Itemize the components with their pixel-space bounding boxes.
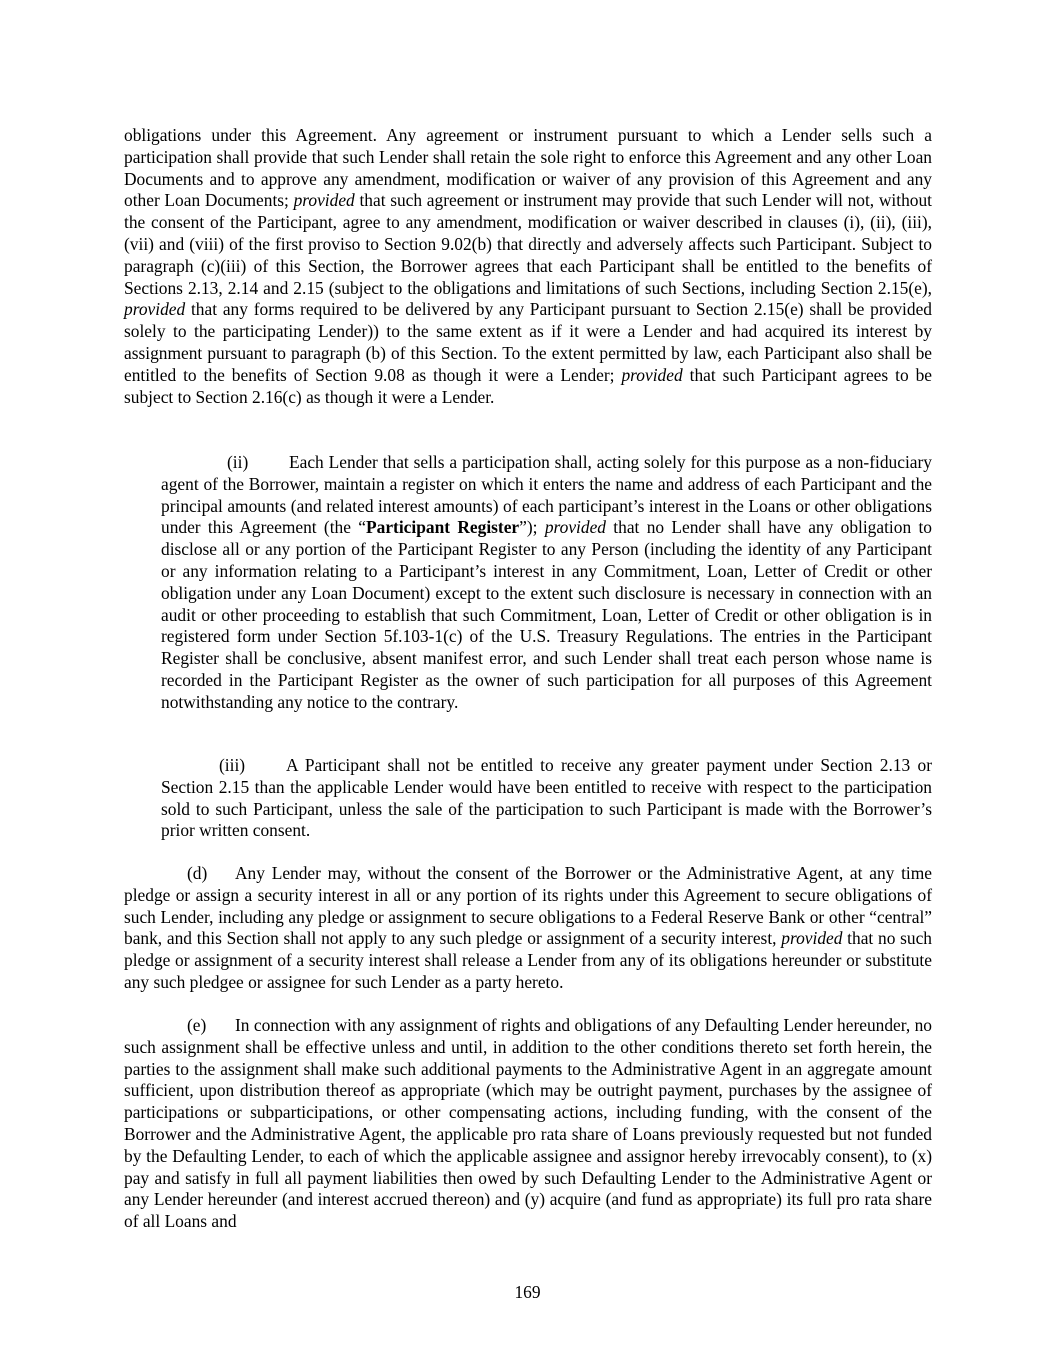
paragraph-text: Each Lender that sells a participation shall, acting solely for this purpose as a non-fiduciary agent of the Borrower, maintain a register on which it enters the name and address of each Participant and the principal amounts (and related interest amounts) of each participant’s interest in the Loans or other obligations under this Agreement (the “	[161, 452, 932, 538]
paragraph-text: obligations under this Agreement. Any agreement or instrument pursuant to which a Lender sells such a participation shall provide that such Lender shall retain the sole right to enforce this Agreement and any other Loan Documents and to approve any amendment, modification or waiver of any provision of this Agreement and any other Loan Documents;	[124, 125, 932, 211]
paragraph-text: that any forms required to be delivered by any Participant pursuant to Section 2.15(e) shall be provided solely to the participating Lender)) to the same extent as if it were a Lender and had acquired its interest by assignment pursuant to paragraph (b) of this Section. To the extent permitted by law, each Participant also shall be entitled to the benefits of Section 9.08 as though it were a Lender;	[124, 299, 932, 385]
page-number: 169	[514, 1282, 541, 1302]
paragraph-text: ”);	[519, 517, 545, 538]
paragraph-text: that no such pledge or assignment of a security interest shall release a Lender from any of its obligations hereunder or substitute any such pledgee or assignee for such Lender as a party hereto.	[124, 928, 933, 992]
paragraph-greater-payment	[161, 755, 932, 842]
clause-number: (iii)	[219, 755, 246, 775]
clause-number: (e)	[187, 1015, 207, 1035]
italic-provided: provided	[781, 928, 843, 949]
paragraph-text: that no Lender shall have any obligation to disclose all or any portion of the Participant Register to any Person (including the identity of any Participant or any information relating to a Participant’s interest in any Commitment, Loan, Letter of Credit or other obligation under any Loan Document) except to the extent such disclosure is necessary in connection with an audit or other proceeding to establish that such Commitment, Loan, Letter of Credit or other obligation is in registered form under Section 5f.103-1(c) of the U.S. Treasury Regulations. The entries in the Participant Register shall be conclusive, absent manifest error, and such Lender shall treat each person whose name is recorded in the Participant Register as the owner of such participation for all purposes of this Agreement notwithstanding any notice to the contrary.	[161, 517, 932, 712]
italic-provided: provided	[124, 299, 186, 320]
italic-provided: provided	[293, 190, 355, 211]
italic-provided: provided	[544, 517, 606, 538]
clause-number: (d)	[187, 863, 208, 883]
paragraph-text: that such agreement or instrument may provide that such Lender will not, without the consent of the Participant, agree to any amendment, modification or waiver described in clauses (i), (ii), (iii), (vii) and (viii) of the first proviso to Section 9.02(b) that directly and adversely affects such Participant. Subject to paragraph (c)(iii) of this Section, the Borrower agrees that each Participant shall be entitled to the benefits of Sections 2.13, 2.14 and 2.15 (subject to the obligations and limitations of such Sections, including Section 2.15(e),	[124, 190, 932, 298]
paragraph-text: that such Participant agrees to be subject to Section 2.16(c) as though it were a Lender.	[124, 364, 933, 407]
paragraph-participant-register	[161, 452, 932, 714]
paragraph-security-pledge	[124, 863, 932, 994]
paragraph-text: A Participant shall not be entitled to receive any greater payment under Section 2.13 or Section 2.15 than the applicable Lender would have been entitled to receive with respect to the participation sold to such Participant, unless the sale of the participation to such Participant is made with the Borrower’s prior written consent.	[161, 755, 932, 841]
defined-term: Participant Register	[366, 517, 520, 538]
paragraph-defaulting-lender	[124, 1015, 932, 1233]
paragraph-text: In connection with any assignment of rights and obligations of any Defaulting Lender hereunder, no such assignment shall be effective unless and until, in addition to the other conditions thereto set forth herein, the parties to the assignment shall make such additional payments to the Administrative Agent in an aggregate amount sufficient, upon distribution thereof as appropriate (which may be outright payment, purchases by the assignee of participations or subparticipations, or other compensating actions, including funding, with the consent of the Borrower and the Administrative Agent, the applicable pro rata share of Loans previously requested but not funded by the Defaulting Lender, to each of which the applicable assignee and assignor hereby irrevocably consent), to (x) pay and satisfy in full all payment liabilities then owed by such Defaulting Lender to the Administrative Agent or any Lender hereunder (and interest accrued thereon) and (y) acquire (and fund as appropriate) its full pro rata share of all Loans and	[124, 1015, 932, 1232]
clause-number: (ii)	[227, 452, 249, 472]
paragraph-text: Any Lender may, without the consent of the Borrower or the Administrative Agent, at any time pledge or assign a security interest in all or any portion of its rights under this Agreement to secure obligations of such Lender, including any pledge or assignment to secure obligations to a Federal Reserve Bank or other “central” bank, and this Section shall not apply to any such pledge or assignment of a security interest,	[124, 863, 932, 949]
paragraph-participation-rights	[124, 125, 932, 408]
italic-provided: provided	[621, 364, 683, 385]
